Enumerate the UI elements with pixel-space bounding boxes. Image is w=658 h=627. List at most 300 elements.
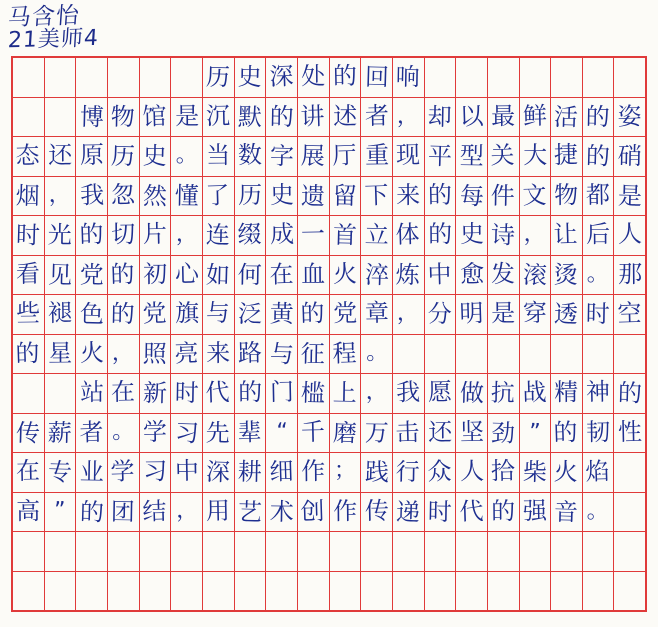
handwritten-character: 愈 [459,259,484,289]
handwritten-character: 默 [237,102,263,132]
handwritten-character: 还 [48,141,73,170]
grid-cell [583,256,615,295]
handwritten-character: ， [48,181,71,208]
grid-cell [456,532,488,571]
grid-cell [551,98,583,137]
grid-row [13,374,645,414]
grid-cell [488,256,520,295]
handwritten-character: 业 [79,458,104,487]
grid-cell [520,335,552,374]
handwritten-character: 劲 [490,418,516,448]
grid-cell [425,216,457,255]
handwritten-character: 高 [16,496,41,526]
handwritten-character: ” [54,497,66,523]
grid-cell [266,414,298,453]
grid-cell [171,374,203,413]
handwritten-character: 的 [110,300,136,329]
grid-cell [45,414,77,453]
grid-cell [583,216,615,255]
handwritten-character: 以 [458,101,484,131]
handwritten-character: 在 [268,259,294,289]
grid-cell [393,572,425,611]
manuscript-grid [11,56,647,612]
handwritten-character: 照 [142,339,167,368]
grid-cell [583,493,615,532]
grid-cell [140,335,172,374]
handwritten-character: 分 [427,300,452,329]
grid-cell [614,98,645,137]
grid-cell [361,58,393,97]
grid-cell [45,374,77,413]
grid-cell [551,453,583,492]
handwritten-character: 传 [364,496,389,526]
grid-cell [108,532,140,571]
grid-cell [203,295,235,334]
grid-cell [13,58,45,97]
grid-cell [361,532,393,571]
grid-cell [266,335,298,374]
handwritten-character: 原 [79,141,104,170]
grid-cell [13,216,45,255]
handwritten-character: 在 [16,457,41,486]
handwritten-character: 色 [79,300,105,329]
handwritten-character: 初 [143,259,168,289]
grid-cell [456,374,488,413]
handwritten-character: 与 [205,299,231,328]
grid-cell [456,177,488,216]
handwritten-character: 了 [205,180,231,210]
grid-cell [266,216,298,255]
handwritten-character: 辈 [237,417,262,447]
grid-cell [488,532,520,571]
grid-cell [488,493,520,532]
grid-cell [108,137,140,176]
grid-cell [171,335,203,374]
handwritten-character: 的 [269,102,294,131]
grid-cell [456,414,488,453]
handwritten-character: 姿 [616,101,642,131]
grid-cell [583,137,615,176]
grid-cell [583,58,615,97]
handwritten-character: 深 [205,458,231,487]
handwritten-character: 立 [364,221,389,250]
handwritten-character: 还 [427,417,453,447]
grid-cell [235,295,267,334]
grid-cell [456,572,488,611]
handwritten-character: 来 [396,180,421,210]
grid-cell [108,335,140,374]
handwritten-character: “ [275,419,288,445]
grid-cell [108,295,140,334]
grid-cell [520,256,552,295]
handwritten-character: 却 [427,102,452,131]
grid-cell [614,177,645,216]
grid-cell [45,453,77,492]
grid-cell [551,532,583,571]
handwritten-character: 的 [15,338,41,368]
grid-cell [171,137,203,176]
grid-cell [203,414,235,453]
grid-row [13,295,645,335]
grid-cell [266,98,298,137]
grid-cell [76,177,108,216]
grid-cell [361,177,393,216]
grid-cell [171,453,203,492]
handwritten-character: 响 [395,63,421,92]
grid-cell [520,532,552,571]
grid-cell [330,335,362,374]
grid-cell [520,374,552,413]
grid-cell [330,453,362,492]
grid-cell [235,532,267,571]
handwritten-character: 专 [47,458,73,487]
handwritten-character: 的 [78,220,104,250]
grid-cell [235,256,267,295]
handwritten-character: 人 [617,220,643,249]
grid-cell [393,532,425,571]
grid-cell [614,335,645,374]
handwritten-character: 学 [142,417,168,447]
grid-cell [583,295,615,334]
handwritten-character: 明 [458,299,484,329]
grid-cell [235,493,267,532]
handwritten-character: 史 [269,180,294,210]
grid-cell [298,137,330,176]
handwritten-character: 众 [426,457,452,487]
grid-cell [393,453,425,492]
grid-cell [140,295,172,334]
grid-cell [488,572,520,611]
grid-cell [298,216,330,255]
handwritten-character: 大 [522,141,548,170]
handwritten-character: 代 [458,496,484,526]
handwritten-character: 切 [111,220,136,249]
grid-cell [614,256,645,295]
handwritten-character: 的 [79,497,105,527]
grid-cell [203,493,235,532]
grid-cell [298,572,330,611]
handwritten-character: 细 [268,457,294,487]
handwritten-character: 述 [333,101,358,131]
grid-cell [425,137,457,176]
handwritten-character: 活 [554,102,579,132]
handwritten-character: 让 [553,220,579,250]
handwritten-character: 黄 [269,300,294,329]
handwritten-character: 时 [174,379,199,408]
grid-cell [583,532,615,571]
handwritten-character: 那 [617,259,643,289]
grid-cell [45,137,77,176]
grid-cell [425,453,457,492]
grid-cell [298,532,330,571]
grid-row [13,177,645,217]
grid-cell [361,137,393,176]
handwritten-character: 。 [174,142,198,169]
grid-cell [76,572,108,611]
handwritten-character: 的 [585,102,611,131]
grid-cell [203,335,235,374]
grid-cell [13,493,45,532]
grid-cell [456,256,488,295]
student-class: 21美师4 [7,25,100,54]
grid-cell [13,572,45,611]
handwritten-character: 后 [586,220,611,249]
grid-cell [108,98,140,137]
grid-cell [330,572,362,611]
handwritten-character: 做 [459,379,484,408]
handwritten-character: 结 [142,496,167,526]
grid-cell [614,374,645,413]
grid-cell [45,335,77,374]
grid-cell [361,493,393,532]
grid-cell [520,572,552,611]
grid-cell [520,177,552,216]
handwritten-character: 史 [459,220,484,249]
handwritten-character: 硝 [617,142,642,171]
grid-cell [140,572,172,611]
handwritten-character: 体 [395,220,421,250]
handwritten-character: 是 [617,181,643,211]
grid-cell [361,256,393,295]
handwritten-character: 缀 [237,220,262,250]
handwritten-character: 击 [395,417,421,447]
handwritten-character: 。 [365,339,388,366]
grid-cell [171,256,203,295]
handwritten-character: 留 [332,181,357,210]
handwritten-character: 焰 [585,457,611,487]
handwritten-character: 火 [332,259,358,289]
grid-cell [330,256,362,295]
grid-cell [330,493,362,532]
handwritten-character: 见 [47,260,73,290]
handwritten-character: ” [528,419,541,445]
handwritten-character: 践 [364,458,389,487]
grid-cell [330,295,362,334]
grid-cell [614,58,645,97]
grid-cell [393,493,425,532]
grid-cell [171,58,203,97]
handwritten-character: 旗 [174,299,199,328]
handwritten-character: 时 [15,221,41,250]
handwritten-character: 一 [300,220,326,249]
handwritten-character: 人 [459,457,484,486]
grid-cell [45,216,77,255]
grid-cell [551,493,583,532]
grid-cell [298,453,330,492]
handwritten-character: 党 [79,260,104,289]
grid-cell [108,58,140,97]
grid-cell [520,295,552,334]
handwritten-character: 磨 [332,418,358,448]
handwritten-character: 的 [553,417,579,447]
grid-cell [425,493,457,532]
grid-cell [76,532,108,571]
grid-row [13,58,645,98]
handwritten-character: 的 [238,378,263,407]
grid-row [13,414,645,454]
grid-cell [583,374,615,413]
grid-cell [266,58,298,97]
handwritten-character: 千 [300,417,326,447]
handwritten-character: 心 [174,259,199,289]
handwritten-character: 当 [206,141,231,170]
grid-cell [13,295,45,334]
grid-cell [425,98,457,137]
handwritten-character: 抗 [490,379,516,408]
handwritten-character: 褪 [47,299,73,328]
handwritten-character: 炼 [395,260,421,289]
handwritten-character: 如 [205,260,231,290]
grid-cell [45,58,77,97]
grid-cell [298,335,330,374]
grid-cell [488,177,520,216]
grid-cell [235,335,267,374]
grid-cell [171,295,203,334]
grid-cell [488,414,520,453]
grid-cell [76,414,108,453]
grid-cell [108,572,140,611]
handwritten-character: 重 [364,141,389,170]
handwritten-character: 成 [269,220,294,249]
grid-cell [361,335,393,374]
grid-cell [456,295,488,334]
grid-cell [456,216,488,255]
grid-cell [520,414,552,453]
grid-cell [76,216,108,255]
handwritten-character: 看 [16,259,41,289]
grid-cell [171,493,203,532]
grid-cell [614,453,645,492]
grid-cell [298,414,330,453]
grid-cell [13,532,45,571]
handwritten-character: 发 [490,259,516,289]
grid-row [13,98,645,138]
handwritten-character: 每 [459,181,484,211]
grid-cell [266,374,298,413]
handwritten-character: 中 [426,259,452,289]
grid-cell [520,493,552,532]
handwritten-character: 创 [300,496,326,526]
handwritten-character: 数 [237,141,263,170]
handwritten-character: ， [364,379,388,406]
grid-cell [298,295,330,334]
grid-cell [361,453,393,492]
handwritten-character: 历 [205,63,231,92]
grid-cell [583,414,615,453]
grid-cell [171,216,203,255]
handwritten-character: 者 [364,101,389,131]
handwritten-character: 关 [490,141,516,171]
grid-cell [171,98,203,137]
handwritten-character: 穿 [522,299,548,328]
handwritten-character: 懂 [174,181,199,210]
handwritten-character: 性 [617,417,643,447]
grid-cell [425,532,457,571]
handwritten-character: 展 [300,142,326,171]
handwritten-character: 征 [300,339,326,368]
grid-cell [76,453,108,492]
handwritten-character: 艺 [237,497,263,527]
grid-cell [551,572,583,611]
handwritten-character: 章 [364,299,389,328]
grid-cell [140,493,172,532]
handwritten-character: 星 [48,338,73,368]
handwritten-character: 深 [268,62,294,92]
handwritten-character: 槛 [300,379,326,408]
grid-row [13,572,645,611]
grid-cell [330,177,362,216]
grid-cell [108,374,140,413]
grid-cell [425,58,457,97]
grid-cell [330,137,362,176]
grid-row [13,532,645,572]
handwritten-character: 光 [47,221,72,250]
grid-cell [203,453,235,492]
handwritten-character: 拾 [490,457,516,486]
grid-cell [614,414,645,453]
grid-cell [140,98,172,137]
grid-cell [551,177,583,216]
grid-cell [393,58,425,97]
grid-cell [298,374,330,413]
handwritten-character: 忽 [111,180,136,210]
grid-cell [76,374,108,413]
handwritten-character: 史 [237,63,262,92]
grid-cell [203,374,235,413]
handwritten-character: 作 [301,457,326,486]
grid-cell [393,295,425,334]
grid-cell [108,493,140,532]
handwritten-character: 我 [396,378,421,407]
grid-cell [45,177,77,216]
grid-cell [361,98,393,137]
handwritten-character: 坚 [459,417,484,447]
grid-cell [45,493,77,532]
handwritten-character: 的 [332,62,358,91]
handwritten-character: 遗 [300,181,326,211]
grid-cell [551,137,583,176]
grid-cell [425,374,457,413]
grid-cell [551,58,583,97]
handwritten-character: 习 [174,418,199,448]
grid-cell [171,572,203,611]
grid-cell [520,453,552,492]
handwritten-character: 文 [521,180,547,210]
handwritten-character: 路 [237,338,263,368]
grid-cell [266,137,298,176]
grid-cell [235,374,267,413]
handwritten-character: 下 [363,180,389,210]
handwritten-character: 党 [333,299,358,328]
grid-cell [140,58,172,97]
handwritten-character: 最 [491,101,516,131]
handwritten-character: 的 [617,379,643,408]
handwritten-character: 强 [522,496,548,526]
handwritten-character: 滚 [522,260,548,290]
grid-cell [203,532,235,571]
handwritten-character: 诗 [490,221,516,250]
handwritten-character: ， [523,222,546,248]
grid-cell [361,374,393,413]
grid-cell [203,216,235,255]
handwritten-character: 史 [142,142,167,171]
handwritten-character: 厅 [331,141,357,171]
grid-cell [393,374,425,413]
grid-cell [13,453,45,492]
grid-cell [76,98,108,137]
grid-cell [13,98,45,137]
handwritten-character: 沉 [205,101,231,131]
